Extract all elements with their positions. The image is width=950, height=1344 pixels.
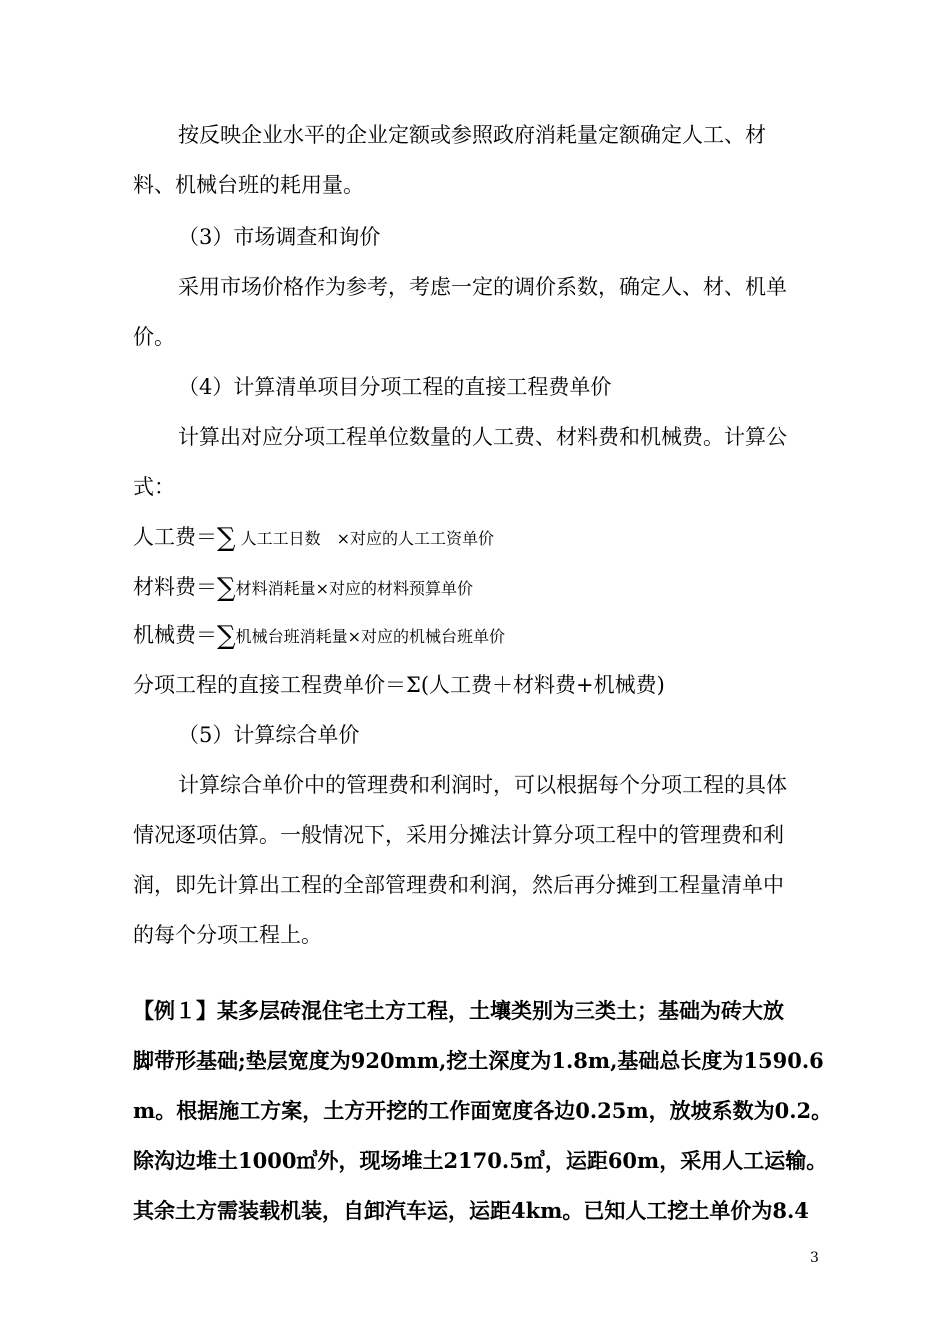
- paragraph-line: 式：: [133, 475, 175, 499]
- page-number: 3: [810, 1250, 819, 1266]
- formula-lhs: 材料费＝: [133, 575, 217, 599]
- formula-rhs: 机械台班消耗量×对应的机械台班单价: [235, 627, 505, 646]
- paragraph-line: 按反映企业水平的企业定额或参照政府消耗量定额确定人工、材: [178, 123, 766, 147]
- formula-lhs: 人工费＝: [133, 525, 217, 549]
- sigma-symbol: ∑: [217, 573, 236, 603]
- formula-rhs: 材料消耗量×对应的材料预算单价: [235, 579, 473, 598]
- example-line: m。根据施工方案，土方开挖的工作面宽度各边0.25m，放坡系数为0.2。: [133, 1098, 833, 1123]
- paragraph-line: 价。: [133, 325, 175, 349]
- paragraph-line: 料、机械台班的耗用量。: [133, 173, 364, 197]
- paragraph-line: 计算综合单价中的管理费和利润时，可以根据每个分项工程的具体: [178, 773, 787, 797]
- formula-rhs: 人工工日数 ×对应的人工工资单价: [235, 529, 495, 548]
- formula-lhs: 机械费＝: [133, 623, 217, 647]
- example-line: 【例１】某多层砖混住宅土方工程，土壤类别为三类土；基础为砖大放: [133, 998, 784, 1023]
- formula-direct-cost-unit-price: 分项工程的直接工程费单价＝Σ(人工费＋材料费+机械费): [133, 673, 665, 697]
- paragraph-line: 的每个分项工程上。: [133, 923, 322, 947]
- formula-material-cost: [133, 572, 473, 604]
- section-heading-3: （3）市场调查和询价: [178, 225, 381, 249]
- formula-machine-cost: [133, 620, 505, 652]
- example-line: 脚带形基础;垫层宽度为920mm,挖土深度为1.8m,基础总长度为1590.6: [133, 1048, 824, 1073]
- example-line: 其余土方需装载机装，自卸汽车运，运距4km。已知人工挖土单价为8.4: [133, 1198, 809, 1223]
- formula-labor-cost: [133, 522, 494, 554]
- paragraph-line: 润，即先计算出工程的全部管理费和利润，然后再分摊到工程量清单中: [133, 873, 784, 897]
- paragraph-line: 采用市场价格作为参考，考虑一定的调价系数，确定人、材、机单: [178, 275, 787, 299]
- sigma-symbol: ∑: [217, 621, 236, 651]
- sigma-symbol: ∑: [217, 523, 236, 553]
- paragraph-line: 情况逐项估算。一般情况下，采用分摊法计算分项工程中的管理费和利: [133, 823, 784, 847]
- paragraph-line: 计算出对应分项工程单位数量的人工费、材料费和机械费。计算公: [178, 425, 787, 449]
- section-heading-4: （4）计算清单项目分项工程的直接工程费单价: [178, 375, 612, 399]
- section-heading-5: （5）计算综合单价: [178, 723, 360, 747]
- example-line: 除沟边堆土1000㎥外，现场堆土2170.5㎥，运距60m，采用人工运输。: [133, 1148, 828, 1173]
